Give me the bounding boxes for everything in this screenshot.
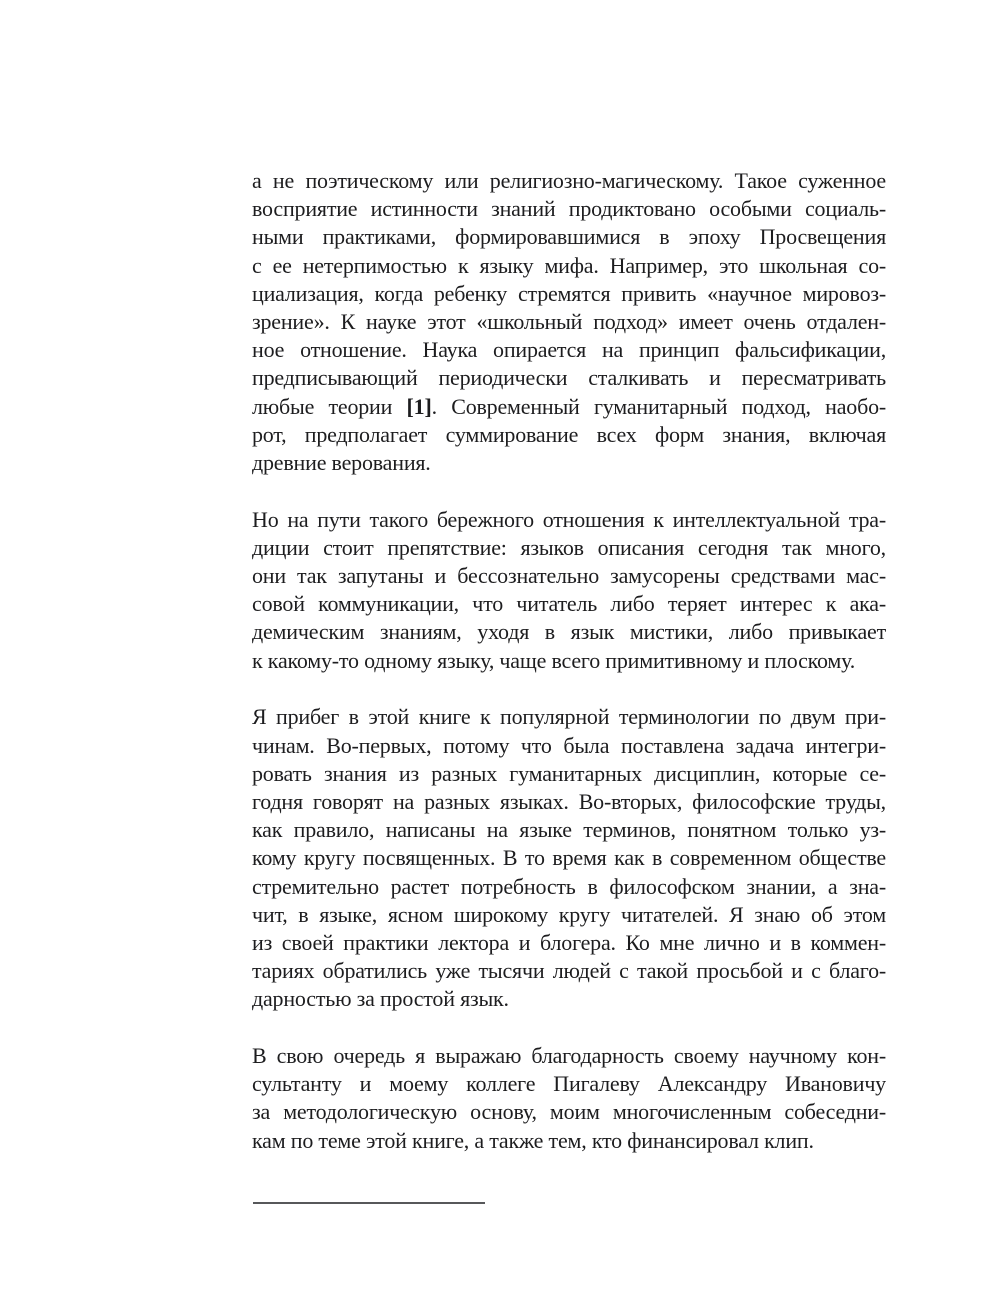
footnote-ref: [1] <box>406 393 432 419</box>
text-line: дарностью за простой язык. <box>252 986 509 1012</box>
text-line: предписывающий периодически сталкивать и пересматривать <box>252 365 886 391</box>
text-line: восприятие истинности знаний продиктовано особыми социаль- <box>252 196 886 222</box>
text-line: они так запутаны и бессознательно замусорены средствами мас- <box>252 563 886 589</box>
text-line: чинам. Во-первых, потому что была поставлена задача интегри- <box>252 732 886 758</box>
text-line: ровать знания из разных гуманитарных дисциплин, которые се- <box>252 760 886 786</box>
text-line: с ее нетерпимостью к языку мифа. Например, это школьная со- <box>252 252 886 278</box>
text-line: стремительно растет потребность в философском знании, а зна- <box>252 873 886 899</box>
text-line: чит, в языке, ясном широкому кругу читателей. Я знаю об этом <box>252 901 886 927</box>
text-line: демическим знаниям, уходя в язык мистики, либо привыкает <box>252 619 886 645</box>
text-line: древние верования. <box>252 449 431 475</box>
text-line: рот, предполагает суммирование всех форм знания, включая <box>252 421 886 447</box>
paragraph <box>252 167 886 477</box>
paragraph <box>252 506 886 675</box>
text-line: совой коммуникации, что читатель либо теряет интерес к ака- <box>252 591 886 617</box>
text-line: ное отношение. Наука опирается на принцип фальсификации, <box>252 337 886 363</box>
text-line: как правило, написаны на языке терминов, понятном только уз- <box>252 817 886 843</box>
text-line: сультанту и моему коллеге Пигалеву Александру Ивановичу <box>252 1071 886 1097</box>
text-line: кам по теме этой книге, а также тем, кто финансировал клип. <box>252 1127 814 1153</box>
text-line: Но на пути такого бережного отношения к интеллектуальной тра- <box>252 506 886 532</box>
paragraph <box>252 1042 886 1155</box>
text-line: диции стоит препятствие: языков описания сегодня так много, <box>252 534 886 560</box>
text-line: ными практиками, формировавшимися в эпоху Просвещения <box>252 224 886 250</box>
text-line: циализация, когда ребенку стремятся привить «научное мировоз- <box>252 280 886 306</box>
text-line: В свою очередь я выражаю благодарность своему научному кон- <box>252 1043 886 1069</box>
paragraph <box>252 703 886 1013</box>
text-line: за методологическую основу, моим многочисленным собеседни- <box>252 1099 886 1125</box>
text-line: тариях обратились уже тысячи людей с такой просьбой и с благо- <box>252 958 886 984</box>
footnote-rule <box>253 1202 485 1204</box>
text-line: кому кругу посвященных. В то время как в современном обществе <box>252 845 886 871</box>
text-line: к какому-то одному языку, чаще всего примитивному и плоскому. <box>252 647 856 673</box>
text-line: зрение». К науке этот «школьный подход» имеет очень отдален- <box>252 308 886 334</box>
page-text <box>252 167 886 1183</box>
text-line: из своей практики лектора и блогера. Ко мне лично и в коммен- <box>252 929 886 955</box>
text-line: Я прибег в этой книге к популярной терминологии по двум при- <box>252 704 886 730</box>
text-line: а не поэтическому или религиозно-магическому. Такое суженное <box>252 168 886 193</box>
text-line: годня говорят на разных языках. Во-вторых, философские труды, <box>252 788 886 814</box>
text-line: любые теории [1]. Современный гуманитарный подход, наобо- <box>252 393 886 419</box>
